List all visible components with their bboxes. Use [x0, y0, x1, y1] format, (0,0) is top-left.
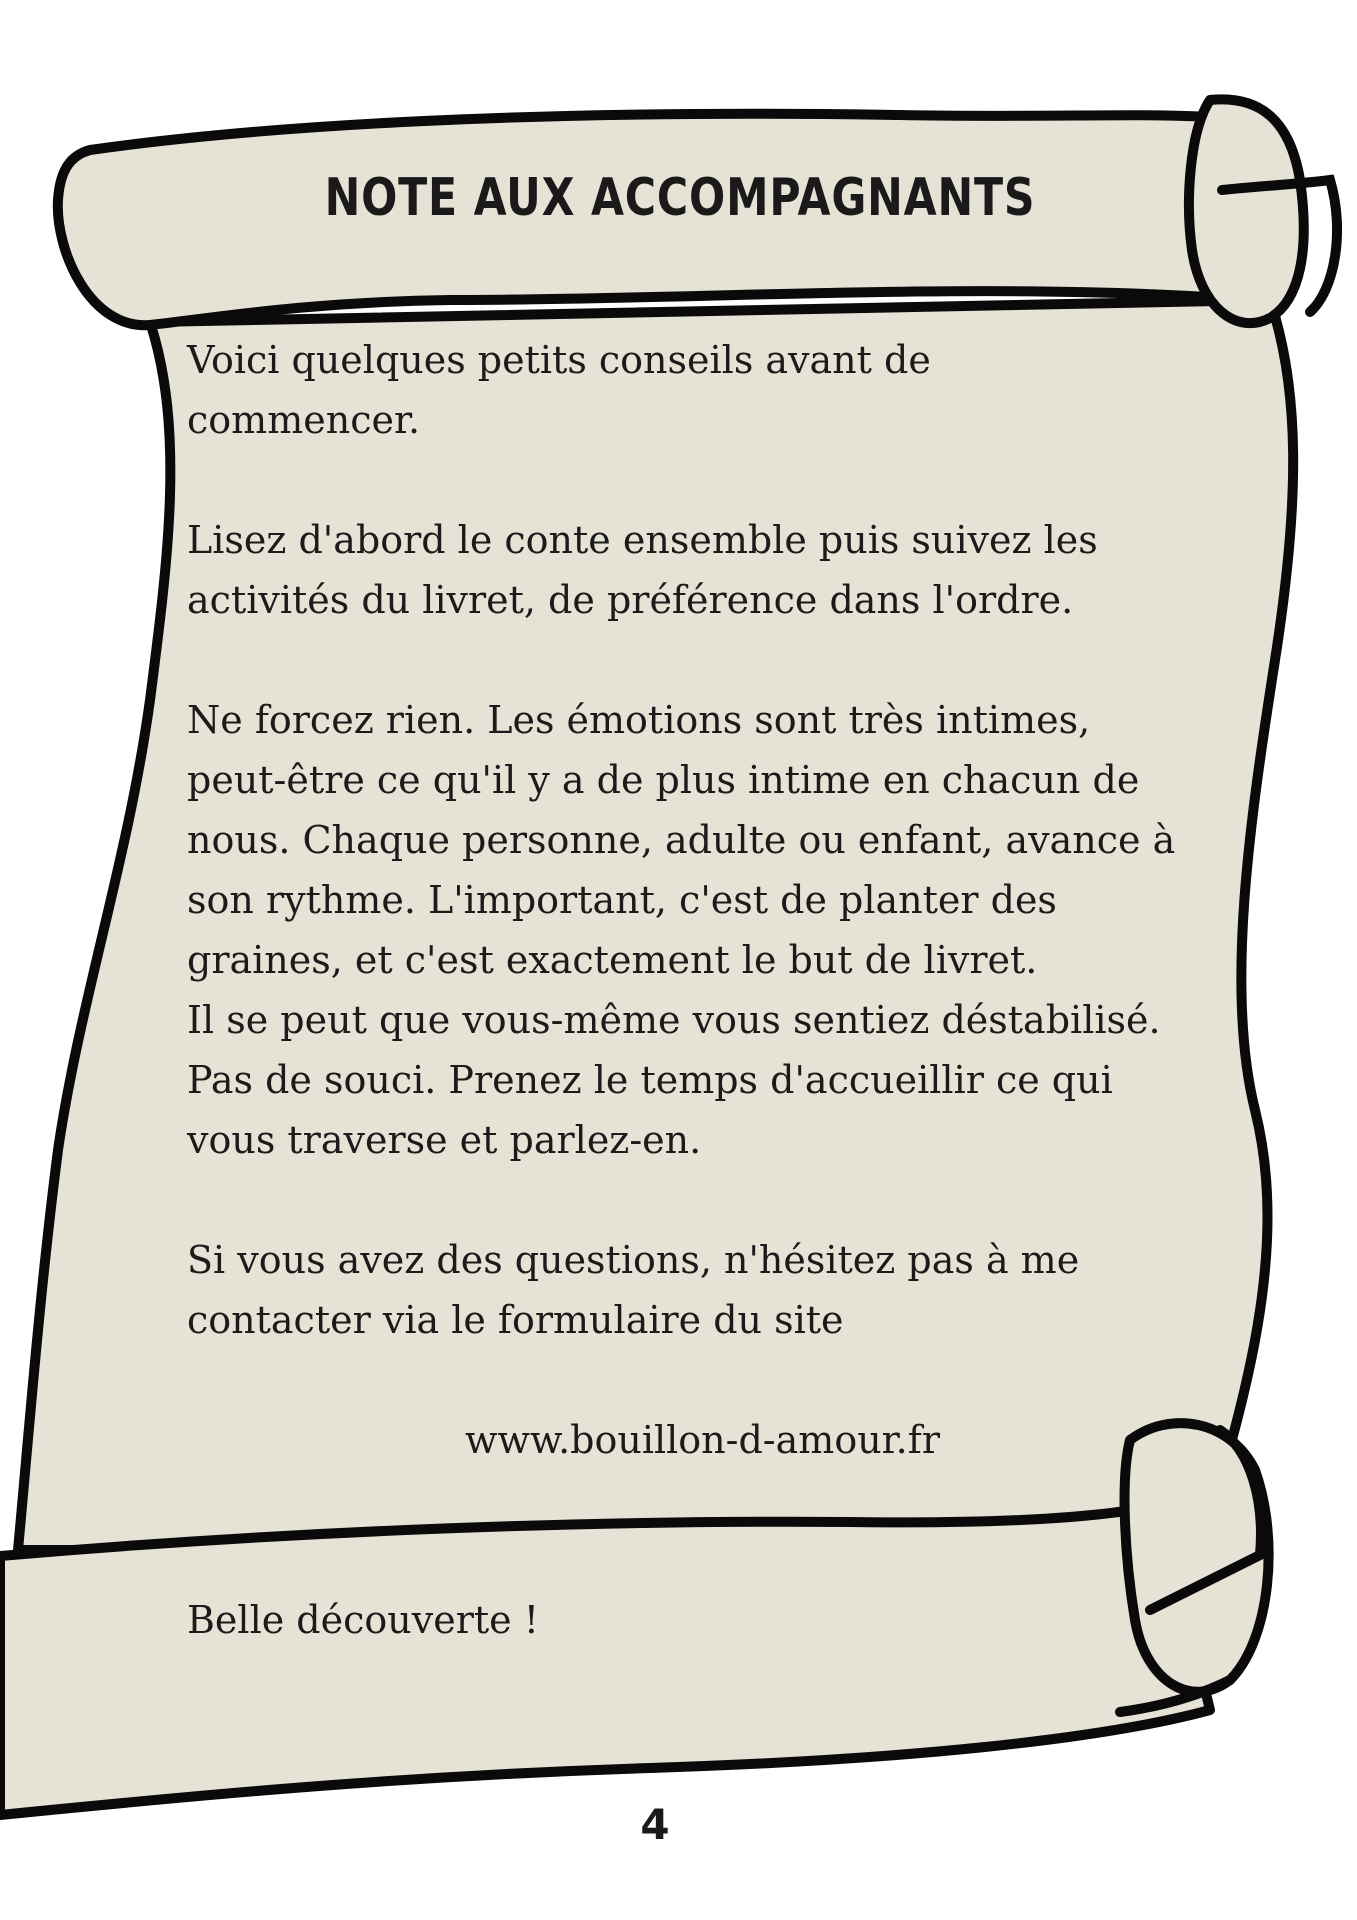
page-number: 4 [640, 1800, 670, 1849]
page-title: NOTE AUX ACCOMPAGNANTS [324, 168, 1036, 228]
website-url[interactable]: www.bouillon-d-amour.fr [465, 1418, 940, 1462]
scroll-top-curl [1189, 99, 1304, 323]
paragraph-contact: Si vous avez des questions, n'hésitez pas à me contacter via le formulaire du site [187, 1238, 1080, 1342]
paragraph-closing: Belle découverte ! [187, 1598, 539, 1642]
website-url-line [187, 1350, 1277, 1530]
paragraph-intro: Voici quelques petits conseils avant de commencer. [187, 338, 931, 442]
paragraph-reading-order: Lisez d'abord le conte ensemble puis suivez les activités du livret, de préférence dans l'ordre. [187, 518, 1098, 622]
note-body [187, 330, 1277, 1650]
paragraph-advice: Ne forcez rien. Les émotions sont très intimes, peut-être ce qu'il y a de plus intime en chacun de nous. Chaque personne, adulte ou enfant, avance à son rythme. L'important, c'est de planter des graines, et c'est exactement le but de livret. Il se peut que vous-même vous sentiez déstabilisé. Pas de souci. Prenez le temps d'accueillir ce qui vous traverse et parlez-en. [187, 698, 1176, 1162]
